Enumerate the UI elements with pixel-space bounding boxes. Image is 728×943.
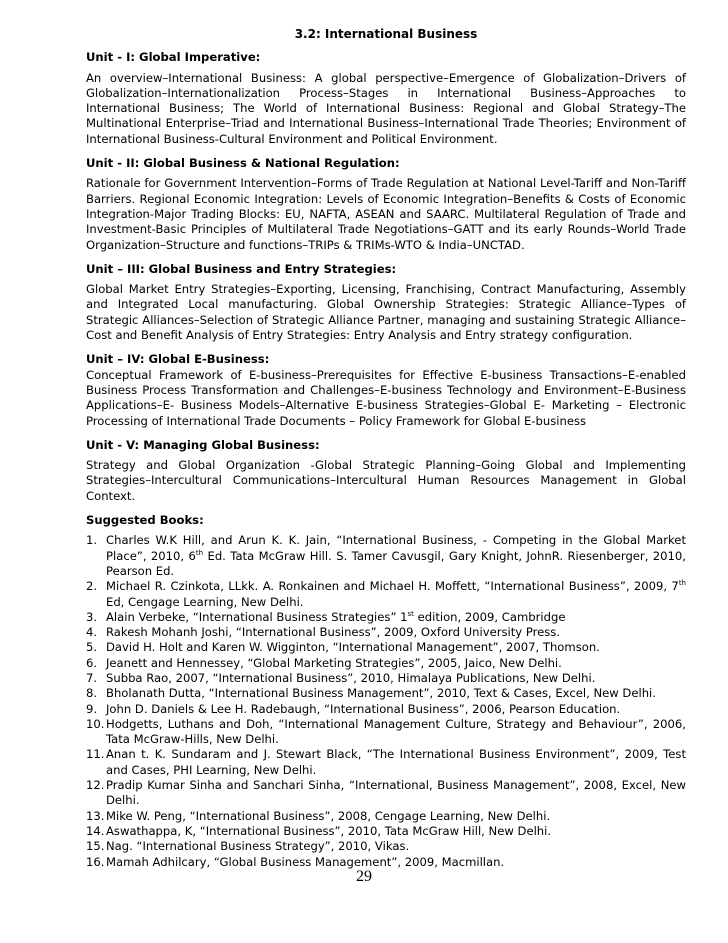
unit-body: Global Market Entry Strategies–Exporting, Licensing, Franchising, Contract Manufacturing, Assembly and Integrated Local manufacturing. Global Ownership Strategies: Strategic Alliance–Types of Strategic Alliances–Selection of Strategic Alliance Partner, managing and sustaining Strategic Alliance–Cost and Benefit Analysis of Entry Strategies: Entry Analysis and Entry strategy configuration. bbox=[86, 282, 686, 343]
book-text: Charles W.K Hill, and Arun K. K. Jain, “International Business, - Competing in the Global Market Place”, 2010, 6 bbox=[106, 533, 686, 563]
books-list bbox=[86, 533, 686, 870]
unit-heading: Unit - V: Managing Global Business: bbox=[86, 437, 320, 452]
book-number: 10. bbox=[86, 716, 105, 731]
book-number: 7. bbox=[86, 670, 98, 685]
book-number: 11. bbox=[86, 747, 105, 762]
book-text: David H. Holt and Karen W. Wigginton, “International Management”, 2007, Thomson. bbox=[106, 640, 600, 655]
book-item bbox=[86, 702, 686, 717]
unit-body: Strategy and Global Organization -Global Strategic Planning–Going Global and Implementing Strategies–Intercultural Communications–Intercultural Human Resources Management in Global Context. bbox=[86, 458, 686, 503]
book-number: 1. bbox=[86, 533, 98, 548]
suggested-books-heading: Suggested Books: bbox=[86, 513, 204, 528]
book-number: 12. bbox=[86, 778, 105, 793]
book-number: 14. bbox=[86, 823, 105, 838]
book-text: Aswathappa, K, “International Business”, 2010, Tata McGraw Hill, New Delhi. bbox=[106, 823, 552, 838]
book-item bbox=[86, 778, 686, 809]
unit-heading: Unit - II: Global Business & National Regulation: bbox=[86, 156, 400, 171]
unit-2 bbox=[86, 156, 686, 253]
book-text: Hodgetts, Luthans and Doh, “International Management Culture, Strategy and Behaviour”, 2006, Tata McGraw-Hills, New Delhi. bbox=[106, 716, 686, 747]
book-number: 13. bbox=[86, 808, 105, 823]
book-item bbox=[86, 640, 686, 655]
book-text: Bholanath Dutta, “International Business Management”, 2010, Text & Cases, Excel, New Delhi. bbox=[106, 686, 656, 701]
book-item bbox=[86, 839, 686, 854]
book-item bbox=[86, 686, 686, 701]
book-text: Anan t. K. Sundaram and J. Stewart Black, “The International Business Environment”, 2009, Test and Cases, PHI Learning, New Delhi. bbox=[106, 747, 686, 777]
book-text: Jeanett and Hennessey, “Global Marketing Strategies”, 2005, Jaico, New Delhi. bbox=[106, 655, 562, 670]
unit-5 bbox=[86, 438, 686, 504]
book-text: Nag. “International Business Strategy”, 2010, Vikas. bbox=[106, 839, 410, 854]
book-number: 15. bbox=[86, 839, 105, 854]
book-number: 5. bbox=[86, 640, 98, 655]
book-number: 4. bbox=[86, 625, 98, 640]
book-superscript: th bbox=[678, 579, 686, 588]
book-text: Pradip Kumar Sinha and Sanchari Sinha, “International, Business Management”, 2008, Excel, New Delhi. bbox=[106, 778, 686, 808]
unit-heading: Unit – III: Global Business and Entry Strategies: bbox=[86, 261, 397, 276]
unit-body: Conceptual Framework of E-business–Prerequisites for Effective E-business Transactions–E-enabled Business Process Transformation and Challenges–E-business Technology and Environment–E-Business Applications–E- Business Models–Alternative E-business Strategies–Global E- Marketing – Electronic Processing of International Trade Documents – Policy Framework for Global E-business bbox=[86, 367, 686, 428]
unit-heading: Unit – IV: Global E-Business: bbox=[86, 352, 270, 367]
book-number: 9. bbox=[86, 701, 98, 716]
book-number: 2. bbox=[86, 579, 98, 594]
book-item bbox=[86, 656, 686, 671]
unit-4 bbox=[86, 352, 686, 428]
book-item bbox=[86, 671, 686, 686]
page-title: 3.2: International Business bbox=[294, 27, 478, 41]
book-superscript: st bbox=[407, 609, 414, 618]
unit-heading: Unit - I: Global Imperative: bbox=[86, 50, 261, 65]
page-number: 29 bbox=[356, 868, 372, 885]
book-item bbox=[86, 809, 686, 824]
unit-3 bbox=[86, 262, 686, 343]
book-item bbox=[86, 824, 686, 839]
book-text-cont: Ed, Cengage Learning, New Delhi. bbox=[106, 594, 304, 609]
book-number: 16. bbox=[86, 854, 105, 869]
book-text: John D. Daniels & Lee H. Radebaugh, “International Business”, 2006, Pearson Education. bbox=[106, 701, 621, 716]
book-number: 8. bbox=[86, 686, 98, 701]
unit-1 bbox=[86, 50, 686, 147]
book-text: Mike W. Peng, “International Business”, 2008, Cengage Learning, New Delhi. bbox=[106, 808, 551, 823]
book-item bbox=[86, 747, 686, 778]
book-text: Mamah Adhilcary, “Global Business Management”, 2009, Macmillan. bbox=[106, 854, 505, 869]
book-number: 6. bbox=[86, 655, 98, 670]
book-text: Subba Rao, 2007, “International Business”, 2010, Himalaya Publications, New Delhi. bbox=[106, 670, 596, 685]
book-number: 3. bbox=[86, 609, 98, 624]
book-text: Alain Verbeke, “International Business Strategies” 1 bbox=[106, 609, 408, 624]
book-item bbox=[86, 610, 686, 625]
book-item bbox=[86, 579, 686, 610]
unit-body: An overview–International Business: A global perspective–Emergence of Globalization–Drivers of Globalization–Internationalization Process–Stages in International Business–Approaches to International Business; The World of International Business: Regional and Global Strategy–The Multinational Enterprise–Triad and International Business–International Trade Theories; Environment of International Business-Cultural Environment and Political Environment. bbox=[86, 70, 686, 146]
book-superscript: th bbox=[195, 548, 204, 557]
unit-body: Rationale for Government Intervention–Forms of Trade Regulation at National Level-Tariff and Non-Tariff Barriers. Regional Economic Integration: Levels of Economic Integration–Benefits & Costs of Economic Integration-Major Trading Blocks: EU, NAFTA, ASEAN and SAARC. Multilateral Regulation of Trade and Investment-Basic Principles of Multilateral Trade Negotiations–GATT and its early Rounds–World Trade Organization–Structure and functions–TRIPs & TRIMs-WTO & India–UNCTAD. bbox=[86, 176, 686, 252]
book-text-cont: Ed. Tata McGraw Hill. S. Tamer Cavusgil, Gary Knight, JohnR. Riesenberger, 2010, Pearson Ed. bbox=[106, 548, 686, 578]
book-text: Michael R. Czinkota, LLkk. A. Ronkainen and Michael H. Moffett, “International Business”, 2009, 7 bbox=[106, 579, 679, 594]
book-text: Rakesh Mohanh Joshi, “International Business”, 2009, Oxford University Press. bbox=[106, 625, 561, 640]
book-item bbox=[86, 717, 686, 748]
book-item bbox=[86, 533, 686, 579]
book-item bbox=[86, 625, 686, 640]
book-text-cont: edition, 2009, Cambridge bbox=[413, 609, 566, 624]
